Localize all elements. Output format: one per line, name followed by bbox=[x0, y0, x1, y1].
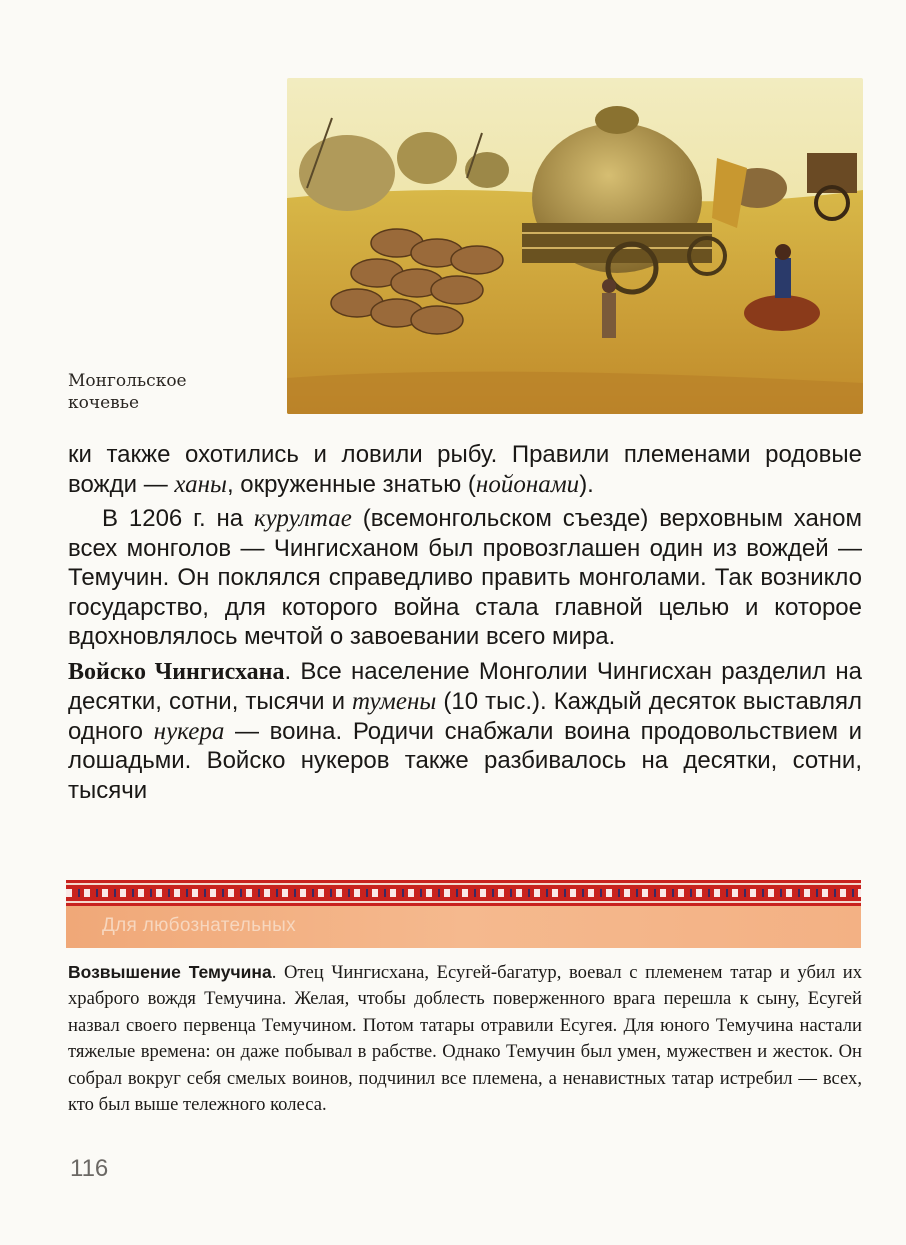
p3-text-2: (10 тыс.). Каждый десяток выставлял одного bbox=[68, 688, 862, 745]
ornament-stripe-top bbox=[66, 883, 861, 885]
curious-box-text bbox=[68, 959, 862, 1118]
term-noyons: нойонами bbox=[475, 470, 580, 498]
section-heading-army: Войско Чингисхана bbox=[68, 658, 285, 685]
caption-line-2: кочевье bbox=[68, 393, 140, 413]
box-ornament-border bbox=[66, 880, 861, 906]
paragraph-3 bbox=[68, 657, 862, 806]
term-tumens: тумены bbox=[352, 688, 437, 715]
term-khans: ханы bbox=[174, 470, 227, 498]
curious-box-header-label: Для любознательных bbox=[102, 915, 296, 936]
p2-text-1: В 1206 г. на bbox=[102, 505, 254, 532]
p1-text-2: , окруженные знатью ( bbox=[226, 470, 476, 498]
p1-text-1: ки также охотились и ловили рыбу. Правили племенами родовые вожди — bbox=[68, 441, 862, 498]
paragraph-2 bbox=[68, 504, 862, 652]
term-nuker: нукера bbox=[153, 717, 225, 745]
p2-text-2: (всемонгольском съезде) верховным ханом всех монголов — Чингисханом был провозглашен один из вождей — Темучин. Он поклялся справедливо править монголами. Так возникло государство, для которого война стала главной целью и которое вдохновлялось мечтой о завоевании всего мира. bbox=[68, 505, 862, 650]
curious-box-body: . Отец Чингисхана, Есугей-багатур, воевал с племенем татар и убил их храброго вождя Темучина. Желая, чтобы доблесть поверженного врага перешла к сыну, Есугей назвал своего первенца Темучином. Потом татары отравили Есугея. Для юного Темучина настали тяжелые времена: он даже побывал в рабстве. Однако Темучин был умен, мужествен и жесток. Он собрал вокруг себя смелых воинов, подчинил все племена, а ненавистных татар истребил — всех, кто был выше тележного колеса. bbox=[68, 962, 862, 1116]
page-number: 116 bbox=[70, 1155, 109, 1182]
main-text bbox=[68, 440, 862, 810]
illustration-caption bbox=[68, 370, 268, 414]
p3-text-1: . Все население Монголии Чингисхан разделил на десятки, сотни, тысячи и bbox=[68, 657, 862, 715]
p3-text-3: — воина. Родичи снабжали воина продовольствием и лошадьми. Войско нукеров также разбивалось на десятки, сотни, тысячи bbox=[68, 717, 863, 804]
ornament-pattern bbox=[66, 889, 861, 897]
curious-box-header bbox=[66, 906, 861, 948]
illustration-artwork bbox=[287, 78, 863, 414]
p1-text-3: ). bbox=[579, 470, 594, 498]
ornament-stripe-bottom bbox=[66, 901, 861, 903]
curious-box-title: Возвышение Темучина bbox=[68, 962, 272, 982]
paragraph-1 bbox=[68, 440, 862, 499]
caption-line-1: Монгольское bbox=[68, 371, 187, 391]
term-kurultai: курултае bbox=[253, 505, 352, 532]
mongol-nomad-camp-illustration bbox=[287, 78, 863, 414]
